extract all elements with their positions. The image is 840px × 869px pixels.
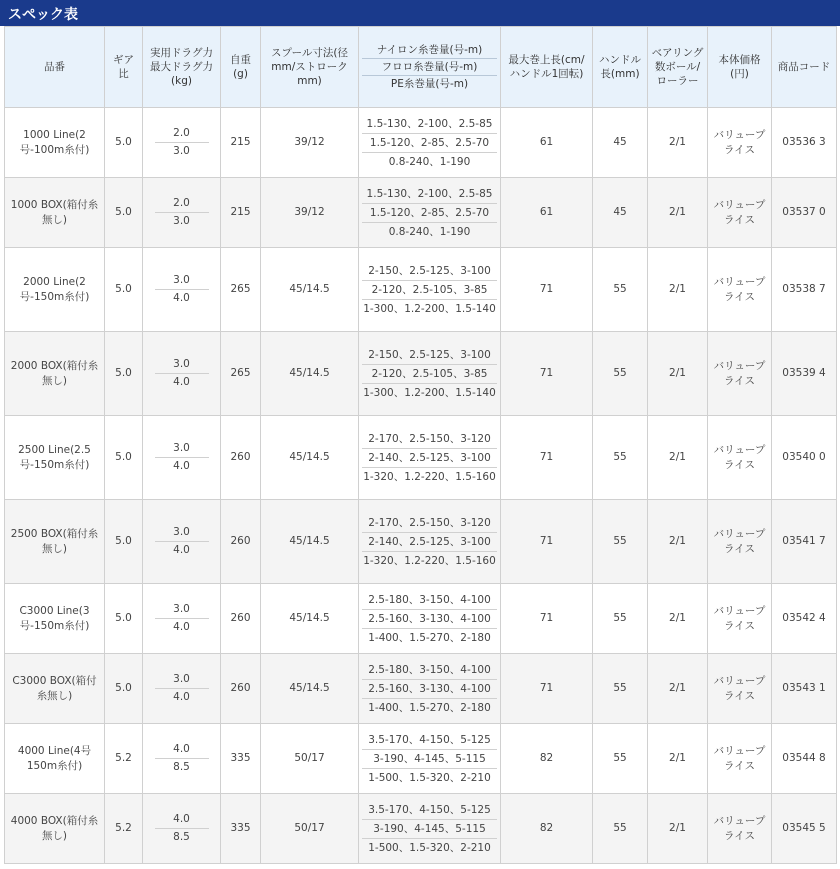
spool-cell: 45/14.5 <box>261 654 359 724</box>
handle-cell: 55 <box>593 584 648 654</box>
drag-max-value: 4.0 <box>155 289 209 307</box>
drag-practical-value: 4.0 <box>173 743 190 755</box>
spec-table-title: スペック表 <box>8 7 78 23</box>
pe-capacity: 1-300、1.2-200、1.5-140 <box>362 299 497 318</box>
spec-table-title-bar <box>0 0 840 26</box>
bearing-cell: 2/1 <box>648 724 708 794</box>
code-cell: 03543 1 <box>772 654 837 724</box>
retrieve-cell: 61 <box>501 108 593 178</box>
header-drag-max: 最大ドラグ力 <box>150 60 213 73</box>
weight-cell: 265 <box>221 248 261 332</box>
gear-cell: 5.0 <box>105 654 143 724</box>
line-capacity-cell <box>359 500 501 584</box>
model-cell: 4000 Line(4号150m糸付) <box>5 724 105 794</box>
bearing-cell: 2/1 <box>648 584 708 654</box>
drag-max-value: 4.0 <box>155 618 209 636</box>
fluoro-capacity: 2-140、2.5-125、3-100 <box>362 448 497 467</box>
fluoro-capacity: 1.5-120、2-85、2.5-70 <box>362 203 497 222</box>
table-row <box>5 794 837 864</box>
retrieve-cell: 82 <box>501 724 593 794</box>
price-cell: バリュープライス <box>708 248 772 332</box>
header-price: 本体価格(円) <box>708 27 772 108</box>
spool-cell: 45/14.5 <box>261 416 359 500</box>
price-cell: バリュープライス <box>708 416 772 500</box>
retrieve-cell: 71 <box>501 416 593 500</box>
price-cell: バリュープライス <box>708 724 772 794</box>
spool-cell: 50/17 <box>261 794 359 864</box>
drag-practical-value: 3.0 <box>173 358 190 370</box>
header-line-stack <box>362 42 497 92</box>
retrieve-cell: 71 <box>501 332 593 416</box>
model-cell: 1000 BOX(箱付糸無し) <box>5 178 105 248</box>
header-retrieve: 最大巻上長(cm/ハンドル1回転) <box>501 27 593 108</box>
table-row <box>5 724 837 794</box>
drag-max-value: 4.0 <box>155 541 209 559</box>
fluoro-capacity: 2-140、2.5-125、3-100 <box>362 532 497 551</box>
handle-cell: 45 <box>593 108 648 178</box>
table-row <box>5 332 837 416</box>
header-code: 商品コード <box>772 27 837 108</box>
bearing-cell: 2/1 <box>648 248 708 332</box>
fluoro-capacity: 2-120、2.5-105、3-85 <box>362 280 497 299</box>
fluoro-capacity: 2.5-160、3-130、4-100 <box>362 609 497 628</box>
gear-cell: 5.2 <box>105 794 143 864</box>
drag-practical-value: 2.0 <box>173 197 190 209</box>
gear-cell: 5.0 <box>105 332 143 416</box>
weight-cell: 215 <box>221 178 261 248</box>
spool-cell: 50/17 <box>261 724 359 794</box>
nylon-capacity: 1.5-130、2-100、2.5-85 <box>366 187 493 200</box>
retrieve-cell: 71 <box>501 248 593 332</box>
handle-cell: 55 <box>593 416 648 500</box>
drag-max-value: 4.0 <box>155 373 209 391</box>
drag-max-value: 3.0 <box>155 142 209 160</box>
price-cell: バリュープライス <box>708 108 772 178</box>
line-capacity-cell <box>359 108 501 178</box>
header-bearing: ベアリング数ボール/ローラー <box>648 27 708 108</box>
bearing-cell: 2/1 <box>648 178 708 248</box>
retrieve-cell: 71 <box>501 584 593 654</box>
handle-cell: 55 <box>593 724 648 794</box>
nylon-capacity: 1.5-130、2-100、2.5-85 <box>366 117 493 130</box>
handle-cell: 55 <box>593 794 648 864</box>
fluoro-capacity: 2-120、2.5-105、3-85 <box>362 364 497 383</box>
code-cell: 03544 8 <box>772 724 837 794</box>
drag-cell <box>143 500 221 584</box>
gear-cell: 5.0 <box>105 108 143 178</box>
pe-capacity: 1-500、1.5-320、2-210 <box>362 838 497 857</box>
weight-cell: 260 <box>221 584 261 654</box>
fluoro-capacity: 3-190、4-145、5-115 <box>362 749 497 768</box>
drag-max-value: 4.0 <box>155 457 209 475</box>
line-capacity-cell <box>359 416 501 500</box>
fluoro-capacity: 1.5-120、2-85、2.5-70 <box>362 133 497 152</box>
weight-cell: 335 <box>221 724 261 794</box>
table-row <box>5 500 837 584</box>
drag-cell <box>143 794 221 864</box>
nylon-capacity: 3.5-170、4-150、5-125 <box>368 733 491 746</box>
drag-max-value: 4.0 <box>155 688 209 706</box>
drag-cell <box>143 178 221 248</box>
price-cell: バリュープライス <box>708 584 772 654</box>
drag-cell <box>143 248 221 332</box>
fluoro-capacity: 2.5-160、3-130、4-100 <box>362 679 497 698</box>
gear-cell: 5.2 <box>105 724 143 794</box>
gear-cell: 5.0 <box>105 416 143 500</box>
weight-cell: 265 <box>221 332 261 416</box>
drag-max-value: 3.0 <box>155 212 209 230</box>
bearing-cell: 2/1 <box>648 500 708 584</box>
drag-cell <box>143 584 221 654</box>
nylon-capacity: 3.5-170、4-150、5-125 <box>368 803 491 816</box>
line-capacity-cell <box>359 724 501 794</box>
spool-cell: 45/14.5 <box>261 584 359 654</box>
drag-practical-value: 3.0 <box>173 673 190 685</box>
table-row <box>5 108 837 178</box>
line-capacity-cell <box>359 794 501 864</box>
price-cell: バリュープライス <box>708 500 772 584</box>
table-row <box>5 178 837 248</box>
drag-practical-value: 3.0 <box>173 526 190 538</box>
header-line-capacity <box>359 27 501 108</box>
line-capacity-cell <box>359 654 501 724</box>
drag-practical-value: 3.0 <box>173 274 190 286</box>
header-weight: 自重(g) <box>221 27 261 108</box>
fluoro-capacity: 3-190、4-145、5-115 <box>362 819 497 838</box>
model-cell: 1000 Line(2号-100m糸付) <box>5 108 105 178</box>
spool-cell: 45/14.5 <box>261 248 359 332</box>
weight-cell: 335 <box>221 794 261 864</box>
weight-cell: 215 <box>221 108 261 178</box>
spec-table-body <box>5 108 837 864</box>
code-cell: 03538 7 <box>772 248 837 332</box>
line-capacity-cell <box>359 178 501 248</box>
price-cell: バリュープライス <box>708 794 772 864</box>
line-capacity-cell <box>359 332 501 416</box>
code-cell: 03539 4 <box>772 332 837 416</box>
retrieve-cell: 82 <box>501 794 593 864</box>
price-cell: バリュープライス <box>708 654 772 724</box>
drag-cell <box>143 332 221 416</box>
gear-cell: 5.0 <box>105 248 143 332</box>
pe-capacity: 1-320、1.2-220、1.5-160 <box>362 551 497 570</box>
pe-capacity: 1-320、1.2-220、1.5-160 <box>362 467 497 486</box>
bearing-cell: 2/1 <box>648 416 708 500</box>
spec-table <box>4 26 837 864</box>
header-drag <box>143 27 221 108</box>
drag-cell <box>143 724 221 794</box>
code-cell: 03545 5 <box>772 794 837 864</box>
code-cell: 03537 0 <box>772 178 837 248</box>
drag-max-value: 8.5 <box>155 828 209 846</box>
code-cell: 03536 3 <box>772 108 837 178</box>
bearing-cell: 2/1 <box>648 654 708 724</box>
table-row <box>5 248 837 332</box>
code-cell: 03542 4 <box>772 584 837 654</box>
table-row <box>5 584 837 654</box>
handle-cell: 55 <box>593 332 648 416</box>
nylon-capacity: 2-170、2.5-150、3-120 <box>368 432 491 445</box>
gear-cell: 5.0 <box>105 500 143 584</box>
handle-cell: 55 <box>593 654 648 724</box>
nylon-capacity: 2-150、2.5-125、3-100 <box>368 348 491 361</box>
weight-cell: 260 <box>221 500 261 584</box>
spool-cell: 45/14.5 <box>261 332 359 416</box>
line-capacity-cell <box>359 248 501 332</box>
retrieve-cell: 71 <box>501 654 593 724</box>
drag-practical-value: 3.0 <box>173 603 190 615</box>
header-gear-ratio: ギア比 <box>105 27 143 108</box>
header-line-nylon: ナイロン糸巻量(号-m) <box>376 44 483 56</box>
drag-practical-value: 2.0 <box>173 127 190 139</box>
handle-cell: 45 <box>593 178 648 248</box>
model-cell: 2000 Line(2号-150m糸付) <box>5 248 105 332</box>
header-line-pe: PE糸巻量(号-m) <box>362 75 497 92</box>
header-model: 品番 <box>5 27 105 108</box>
handle-cell: 55 <box>593 500 648 584</box>
model-cell: 2000 BOX(箱付糸無し) <box>5 332 105 416</box>
model-cell: C3000 BOX(箱付糸無し) <box>5 654 105 724</box>
weight-cell: 260 <box>221 654 261 724</box>
header-line-fluoro: フロロ糸巻量(号-m) <box>362 58 497 75</box>
line-capacity-cell <box>359 584 501 654</box>
drag-cell <box>143 654 221 724</box>
nylon-capacity: 2.5-180、3-150、4-100 <box>368 663 491 676</box>
bearing-cell: 2/1 <box>648 108 708 178</box>
model-cell: 2500 Line(2.5号-150m糸付) <box>5 416 105 500</box>
pe-capacity: 1-500、1.5-320、2-210 <box>362 768 497 787</box>
nylon-capacity: 2.5-180、3-150、4-100 <box>368 593 491 606</box>
gear-cell: 5.0 <box>105 584 143 654</box>
code-cell: 03540 0 <box>772 416 837 500</box>
header-drag-unit: (kg) <box>171 75 192 88</box>
gear-cell: 5.0 <box>105 178 143 248</box>
drag-cell <box>143 108 221 178</box>
drag-cell <box>143 416 221 500</box>
spool-cell: 39/12 <box>261 178 359 248</box>
code-cell: 03541 7 <box>772 500 837 584</box>
nylon-capacity: 2-150、2.5-125、3-100 <box>368 264 491 277</box>
header-spool: スプール寸法(径mm/ストロークmm) <box>261 27 359 108</box>
table-row <box>5 654 837 724</box>
model-cell: 4000 BOX(箱付糸無し) <box>5 794 105 864</box>
spool-cell: 39/12 <box>261 108 359 178</box>
header-handle: ハンドル長(mm) <box>593 27 648 108</box>
drag-max-value: 8.5 <box>155 758 209 776</box>
pe-capacity: 0.8-240、1-190 <box>362 152 497 171</box>
table-row <box>5 416 837 500</box>
bearing-cell: 2/1 <box>648 794 708 864</box>
handle-cell: 55 <box>593 248 648 332</box>
pe-capacity: 1-400、1.5-270、2-180 <box>362 628 497 647</box>
spool-cell: 45/14.5 <box>261 500 359 584</box>
model-cell: C3000 Line(3号-150m糸付) <box>5 584 105 654</box>
weight-cell: 260 <box>221 416 261 500</box>
retrieve-cell: 71 <box>501 500 593 584</box>
drag-practical-value: 4.0 <box>173 813 190 825</box>
model-cell: 2500 BOX(箱付糸無し) <box>5 500 105 584</box>
pe-capacity: 0.8-240、1-190 <box>362 222 497 241</box>
price-cell: バリュープライス <box>708 178 772 248</box>
retrieve-cell: 61 <box>501 178 593 248</box>
price-cell: バリュープライス <box>708 332 772 416</box>
nylon-capacity: 2-170、2.5-150、3-120 <box>368 516 491 529</box>
pe-capacity: 1-400、1.5-270、2-180 <box>362 698 497 717</box>
header-drag-practical: 実用ドラグ力 <box>150 46 213 59</box>
bearing-cell: 2/1 <box>648 332 708 416</box>
header-row <box>5 27 837 108</box>
drag-practical-value: 3.0 <box>173 442 190 454</box>
pe-capacity: 1-300、1.2-200、1.5-140 <box>362 383 497 402</box>
